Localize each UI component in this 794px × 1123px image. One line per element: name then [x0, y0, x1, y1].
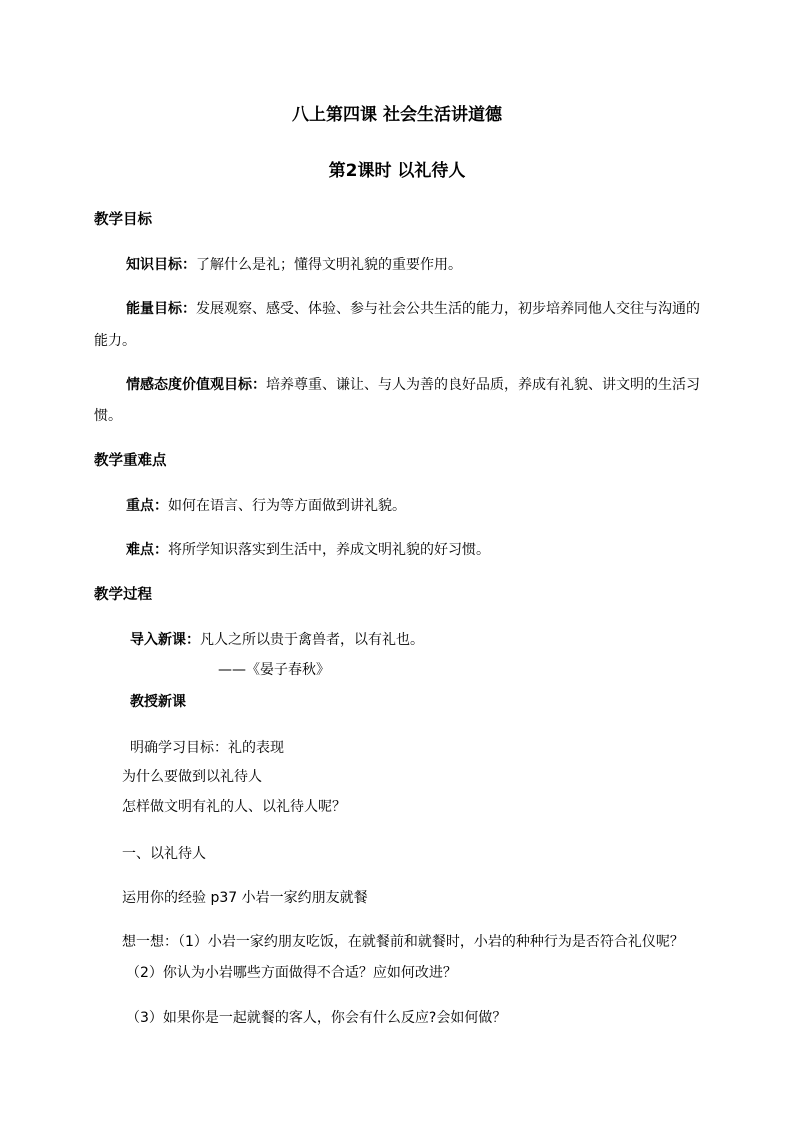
intro-text: 凡人之所以贵于禽兽者，以有礼也。: [200, 632, 424, 648]
emotion-goal: [126, 375, 700, 395]
think-question-3: （3）如果你是一起就餐的客人，你会有什么反应?会如何做？: [126, 1010, 507, 1026]
question-why: 为什么要做到以礼待人: [122, 769, 262, 785]
ability-goal-continued: 能力。: [94, 333, 136, 349]
intro-label: 导入新课：: [130, 632, 200, 648]
knowledge-goal-text: 了解什么是礼；懂得文明礼貌的重要作用。: [196, 257, 462, 273]
new-lesson-label: 教授新课: [130, 694, 186, 710]
knowledge-goal: [126, 255, 462, 275]
emotion-goal-text: 培养尊重、谦让、与人为善的良好品质，养成有礼貌、讲文明的生活习: [266, 377, 700, 393]
difficult-point-label: 难点：: [126, 542, 168, 558]
goals-heading: 教学目标: [94, 212, 152, 228]
ability-goal-label: 能量目标：: [126, 301, 196, 317]
document-title: 八上第四课 社会生活讲道德: [292, 105, 502, 125]
think-question-2: （2）你认为小岩哪些方面做得不合适？应如何改进？: [126, 965, 457, 981]
think-question-1: 想一想：（1）小岩一家约朋友吃饭，在就餐前和就餐时，小岩的种种行为是否符合礼仪呢？: [122, 934, 684, 950]
ability-goal-text: 发展观察、感受、体验、参与社会公共生活的能力，初步培养同他人交往与沟通的: [196, 301, 700, 317]
key-point-label: 重点：: [126, 498, 168, 514]
document-subtitle: 第2课时 以礼待人: [328, 161, 466, 181]
ability-goal: [126, 299, 700, 319]
difficult-point-text: 将所学知识落实到生活中，养成文明礼貌的好习惯。: [168, 542, 490, 558]
section-one-heading: 一、以礼待人: [122, 846, 206, 862]
key-point-text: 如何在语言、行为等方面做到讲礼貌。: [168, 498, 406, 514]
learning-objective: 明确学习目标：礼的表现: [130, 740, 284, 756]
emotion-goal-label: 情感态度价值观目标：: [126, 377, 266, 393]
question-how: 怎样做文明有礼的人、以礼待人呢？: [122, 799, 346, 815]
experience-line: 运用你的经验 p37 小岩一家约朋友就餐: [122, 890, 368, 906]
process-heading: 教学过程: [94, 587, 152, 603]
difficult-point: [126, 540, 490, 560]
key-point: [126, 496, 406, 516]
knowledge-goal-label: 知识目标：: [126, 257, 196, 273]
key-points-heading: 教学重难点: [94, 453, 167, 469]
emotion-goal-continued: 惯。: [94, 408, 122, 424]
intro: [130, 630, 424, 650]
intro-source: ——《晏子春秋》: [218, 662, 330, 678]
